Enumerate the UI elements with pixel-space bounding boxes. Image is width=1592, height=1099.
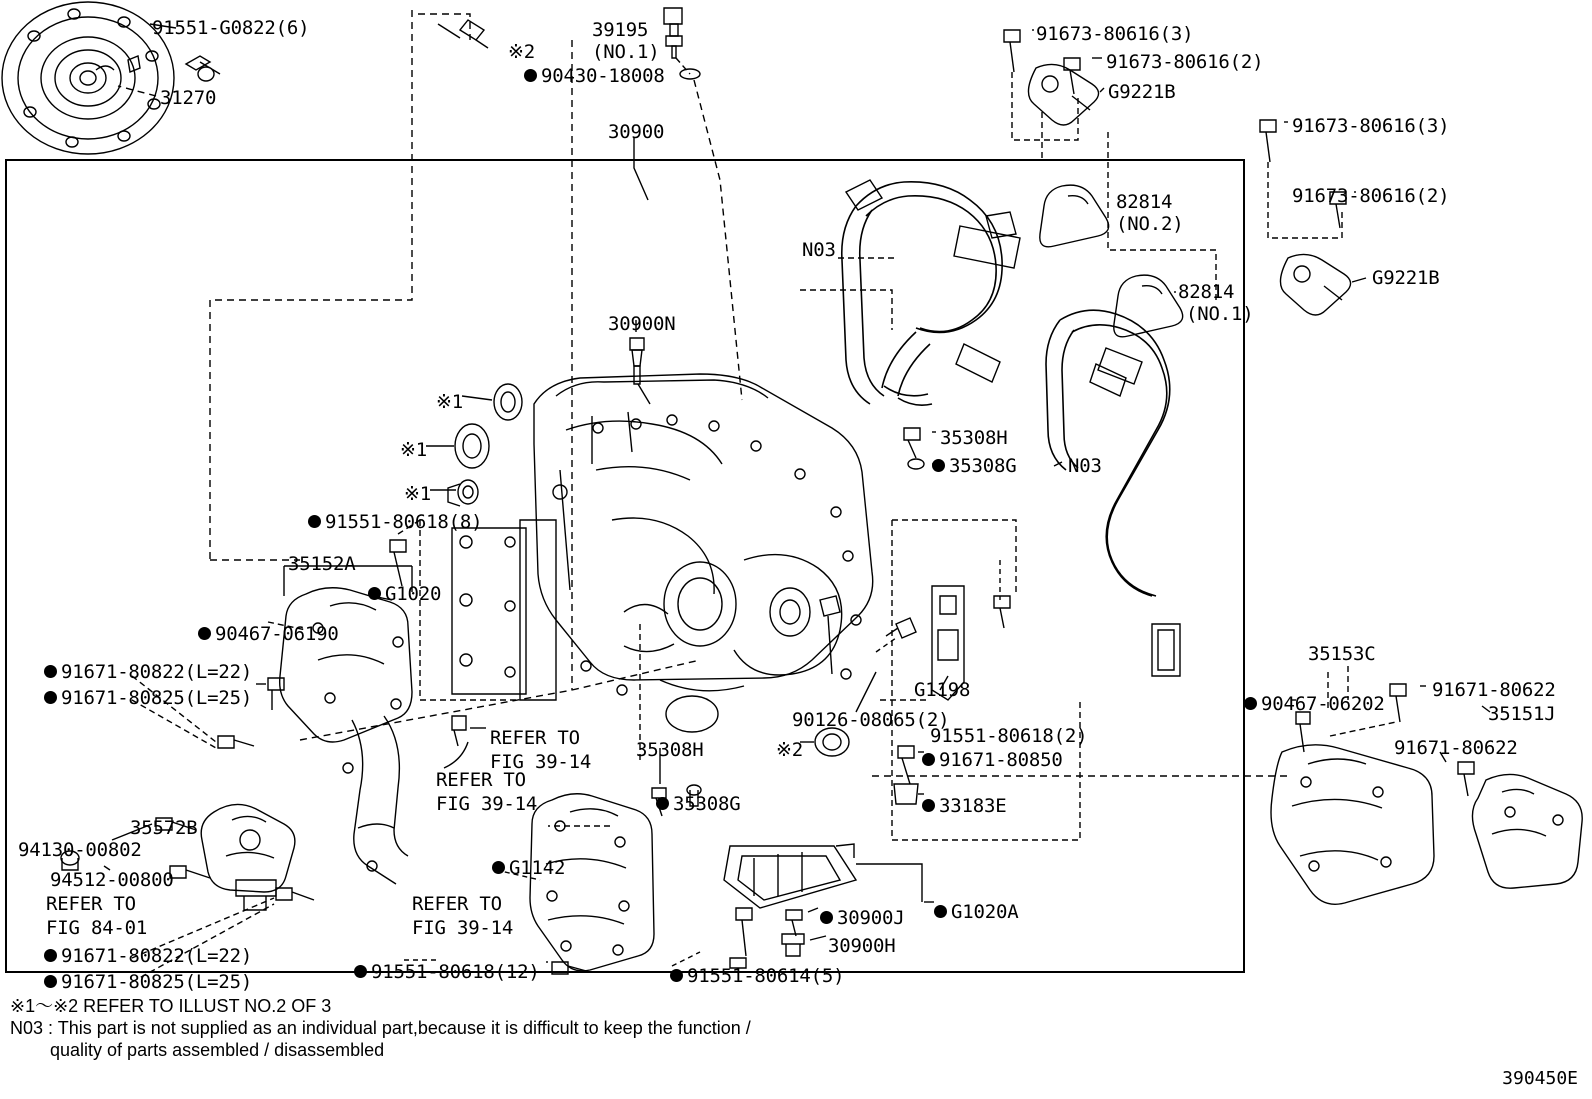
label-91551-80618-8: 91551-80618(8)	[308, 512, 482, 533]
clamp-g9221b-lower	[1280, 254, 1350, 315]
label-39195-no1: (NO.1)	[592, 41, 660, 63]
label-91673-80616-2-a: 91673-80616(2)	[1106, 51, 1264, 73]
sensor-35572b	[201, 804, 295, 910]
label-refer-fig39-14-b: REFER TO	[436, 769, 526, 791]
label-33183e: 33183E	[922, 796, 1006, 817]
bullet-dot	[922, 753, 935, 766]
label-31270: 31270	[160, 87, 217, 109]
clamp-g9221b-upper	[1028, 64, 1098, 125]
bullet-dot	[1244, 697, 1257, 710]
label-91551-80614-5: 91551-80614(5)	[670, 966, 844, 987]
label-91671-80622-a: 91671-80622	[1432, 679, 1556, 701]
label-82814-no1: 82814	[1178, 281, 1235, 303]
label-91671-80825-b: 91671-80825(L=25)	[44, 972, 252, 993]
label-refer-fig84-01b: FIG 84-01	[46, 917, 148, 939]
bolt-top-left	[438, 20, 488, 48]
label-91671-80622-b: 91671-80622	[1394, 737, 1518, 759]
bullet-dot	[932, 459, 945, 472]
label-30900n: 30900N	[608, 313, 676, 335]
label-91673-80616-3-a: 91673-80616(3)	[1036, 23, 1194, 45]
bolt-91551-80618-8	[390, 540, 406, 586]
label-n03-lower: N03	[1068, 455, 1102, 477]
label-90430-18008: 90430-18008	[524, 66, 665, 87]
label-94130-00802: 94130-00802	[18, 839, 142, 861]
label-g1020a: G1020A	[934, 902, 1018, 923]
label-91551-g0822: 91551-G0822(6)	[152, 17, 310, 39]
bullet-dot	[308, 515, 321, 528]
label-91671-80822-b: 91671-80822(L=22)	[44, 946, 252, 967]
label-30900: 30900	[608, 121, 665, 143]
bullet-dot	[524, 69, 537, 82]
hose-fitting-upper	[846, 180, 1020, 382]
label-91551-80618-12: 91551-80618(12)	[354, 962, 540, 983]
bracket-35151j	[1472, 774, 1582, 888]
label-90467-06190: 90467-06190	[198, 624, 339, 645]
label-90126-08065: 90126-08065(2)	[792, 709, 950, 731]
bullet-dot	[368, 587, 381, 600]
label-39195: 39195	[592, 19, 649, 41]
note-n03-line1: N03 : This part is not supplied as an individual part,because it is difficult to keep the function /	[10, 1018, 751, 1038]
label-35308h-right: 35308H	[940, 427, 1008, 449]
note-n03-line2: quality of parts assembled / disassembled	[10, 1040, 385, 1060]
label-35308g-center: 35308G	[656, 794, 740, 815]
label-g1198: G1198	[914, 679, 971, 701]
bullet-dot	[934, 905, 947, 918]
bracket-35153c	[1271, 745, 1434, 904]
sensor-39195	[664, 8, 682, 58]
seal-x2-right	[815, 728, 849, 756]
figure-code: 390450E	[1502, 1068, 1578, 1089]
bullet-dot	[492, 861, 505, 874]
bullet-dot	[44, 949, 57, 962]
bullet-dot	[656, 797, 669, 810]
label-91671-80850: 91671-80850	[922, 750, 1063, 771]
plug-30900n	[630, 338, 644, 384]
label-refer-fig39-14-c2: FIG 39-14	[412, 917, 514, 939]
bullet-dot	[44, 975, 57, 988]
bolt-91551-g0822	[186, 56, 220, 81]
bullet-dot	[670, 969, 683, 982]
label-30900h: 30900H	[828, 935, 896, 957]
label-refer-fig39-14-a2: FIG 39-14	[490, 751, 592, 773]
bolts-35308-right	[904, 428, 924, 469]
label-82814-no2: 82814	[1116, 191, 1173, 213]
bolt-91671-80850	[894, 746, 918, 804]
valve-body-cover	[530, 794, 654, 971]
label-refer-fig39-14-a: REFER TO	[490, 727, 580, 749]
label-35308g-right: 35308G	[932, 456, 1016, 477]
label-35153c: 35153C	[1308, 643, 1376, 665]
label-n03-upper: N03	[802, 239, 836, 261]
oil-strainer-30900j	[724, 844, 856, 908]
label-x2-center: ※2	[776, 739, 803, 761]
grommet-82814-no2	[1040, 185, 1109, 247]
hose-fitting-lower	[1090, 348, 1180, 676]
label-g9221b-upper: G9221B	[1108, 81, 1176, 103]
grommet-82814-no1	[1114, 275, 1183, 337]
label-x2-top: ※2	[508, 41, 535, 63]
bullet-dot	[820, 911, 833, 924]
label-91551-80618-2: 91551-80618(2)	[930, 725, 1088, 747]
label-35572b: 35572B	[130, 817, 198, 839]
label-82814-no2-sub: (NO.2)	[1116, 213, 1184, 235]
label-91671-80825-a: 91671-80825(L=25)	[44, 688, 252, 709]
label-refer-fig39-14-b2: FIG 39-14	[436, 793, 538, 815]
label-91673-80616-3-b: 91673-80616(3)	[1292, 115, 1450, 137]
label-30900j: 30900J	[820, 908, 904, 929]
label-g1020: G1020	[368, 584, 441, 605]
bullet-dot	[198, 627, 211, 640]
label-refer-fig39-14-c: REFER TO	[412, 893, 502, 915]
label-35151j: 35151J	[1488, 703, 1556, 725]
torque-converter	[2, 2, 174, 154]
bullet-dot	[44, 691, 57, 704]
label-x1-c: ※1	[404, 483, 431, 505]
cooler-hose-upper	[842, 182, 1002, 405]
label-35308h-center: 35308H	[636, 739, 704, 761]
bullet-dot	[922, 799, 935, 812]
label-91671-80822-a: 91671-80822(L=22)	[44, 662, 252, 683]
cooler-hose-lower	[1046, 310, 1170, 596]
transmission-case	[452, 374, 873, 732]
label-90467-06202: 90467-06202	[1244, 694, 1385, 715]
note-illust-reference: ※1～※2 REFER TO ILLUST NO.2 OF 3	[10, 996, 332, 1016]
label-82814-no1-sub: (NO.1)	[1186, 303, 1254, 325]
label-35152a: 35152A	[288, 553, 356, 575]
label-g1142: G1142	[492, 858, 565, 879]
bullet-dot	[44, 665, 57, 678]
label-94512-00800: 94512-00800	[50, 869, 174, 891]
label-refer-fig84-01: REFER TO	[46, 893, 136, 915]
label-g9221b-lower: G9221B	[1372, 267, 1440, 289]
label-x1-a: ※1	[436, 391, 463, 413]
label-x1-b: ※1	[400, 439, 427, 461]
bullet-dot	[354, 965, 367, 978]
label-91673-80616-2-b: 91673-80616(2)	[1292, 185, 1450, 207]
